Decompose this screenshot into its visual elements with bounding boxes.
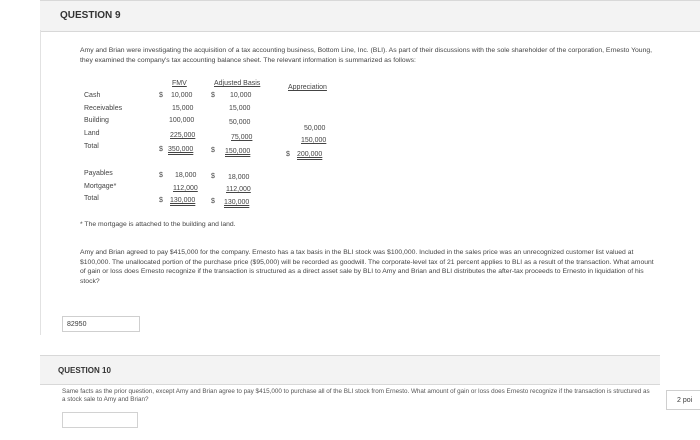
table-cell: $	[211, 147, 215, 154]
table-row-label: Total	[84, 143, 99, 150]
table-cell: $	[211, 173, 215, 180]
question-10-text: Same facts as the prior question, except Amy and Brian agree to pay $415,000 to purchase all of the BLI stock from Ernesto. What amount of gain or loss does Ernesto recognize if the transaction is structured as a stock sale to Amy and Brian?	[62, 388, 650, 403]
question-9-details: Amy and Brian agreed to pay $415,000 for the company. Ernesto has a tax basis in the BLI stock was $100,000. Included in the sales price was an unrecognized customer list valued at $100,000. The unallocated portion of the purchase price ($95,000) will be recorded as goodwill. The corporate-level tax of 21 percent applies to BLI as a result of the transaction. What amount of gain or loss does Ernesto recognize if the transaction is structured as a direct asset sale by BLI to Amy and Brian and BLI distributes the after-tax proceeds to Ernesto in liquidation of his stock?	[80, 249, 654, 285]
table-row-label: Land	[84, 130, 100, 137]
table-cell: 130,000	[224, 199, 250, 206]
header-appreciation: Appreciation	[288, 84, 327, 91]
table-row-label: Receivables	[84, 105, 123, 112]
table-cell: $	[159, 197, 163, 204]
header-adjusted-basis: Adjusted Basis	[214, 80, 261, 87]
table-cell: 112,000	[226, 186, 251, 193]
table-cell: 350,000	[168, 146, 194, 153]
table-cell: 112,000	[173, 185, 198, 192]
question-9-body	[40, 30, 700, 335]
table-row-label: Mortgage*	[84, 183, 117, 190]
table-cell: 225,000	[170, 132, 196, 139]
table-cell: 130,000	[170, 197, 196, 204]
question-9-intro: Amy and Brian were investigating the acquisition of a tax accounting business, Bottom Line, Inc. (BLI). As part of their discussions with the sole shareholder of the corporation, Ernesto Young, they examined the company's tax accounting balance sheet. The relevant information is summarized as follows:	[80, 47, 653, 64]
table-cell: $	[211, 92, 215, 99]
table-row-label: Building	[84, 117, 109, 124]
answer-input[interactable]: 82950	[62, 316, 140, 332]
table-row-label: Payables	[84, 170, 113, 177]
table-cell: 100,000	[169, 117, 195, 124]
table-cell: 150,000	[301, 137, 327, 144]
question-10-answer-input[interactable]	[62, 412, 138, 428]
table-cell: 75,000	[231, 134, 253, 141]
table-cell: 18,000	[228, 174, 250, 181]
question-10-title: QUESTION 10	[58, 366, 111, 375]
table-cell: 18,000	[175, 172, 197, 179]
table-cell: 200,000	[297, 151, 323, 158]
question-10-header	[40, 355, 660, 385]
table-cell: 50,000	[229, 119, 251, 126]
table-row-label: Total	[84, 195, 99, 202]
table-cell: $	[211, 198, 215, 205]
question-9-title: QUESTION 9	[60, 10, 121, 21]
table-cell: 10,000	[171, 92, 193, 99]
table-cell: 150,000	[225, 148, 251, 155]
table-row-label: Cash	[84, 92, 101, 99]
table-cell: $	[159, 172, 163, 179]
question-9-header	[40, 0, 700, 32]
table-cell: 50,000	[304, 125, 326, 132]
table-cell: $	[159, 146, 163, 153]
table-cell: $	[159, 92, 163, 99]
table-cell: 15,000	[172, 105, 194, 112]
header-fmv: FMV	[172, 80, 187, 87]
table-cell: 10,000	[230, 92, 252, 99]
table-cell: $	[286, 151, 290, 158]
table-cell: 15,000	[229, 105, 251, 112]
points-badge: 2 poi	[666, 390, 700, 410]
mortgage-footnote: * The mortgage is attached to the building and land.	[80, 221, 236, 228]
